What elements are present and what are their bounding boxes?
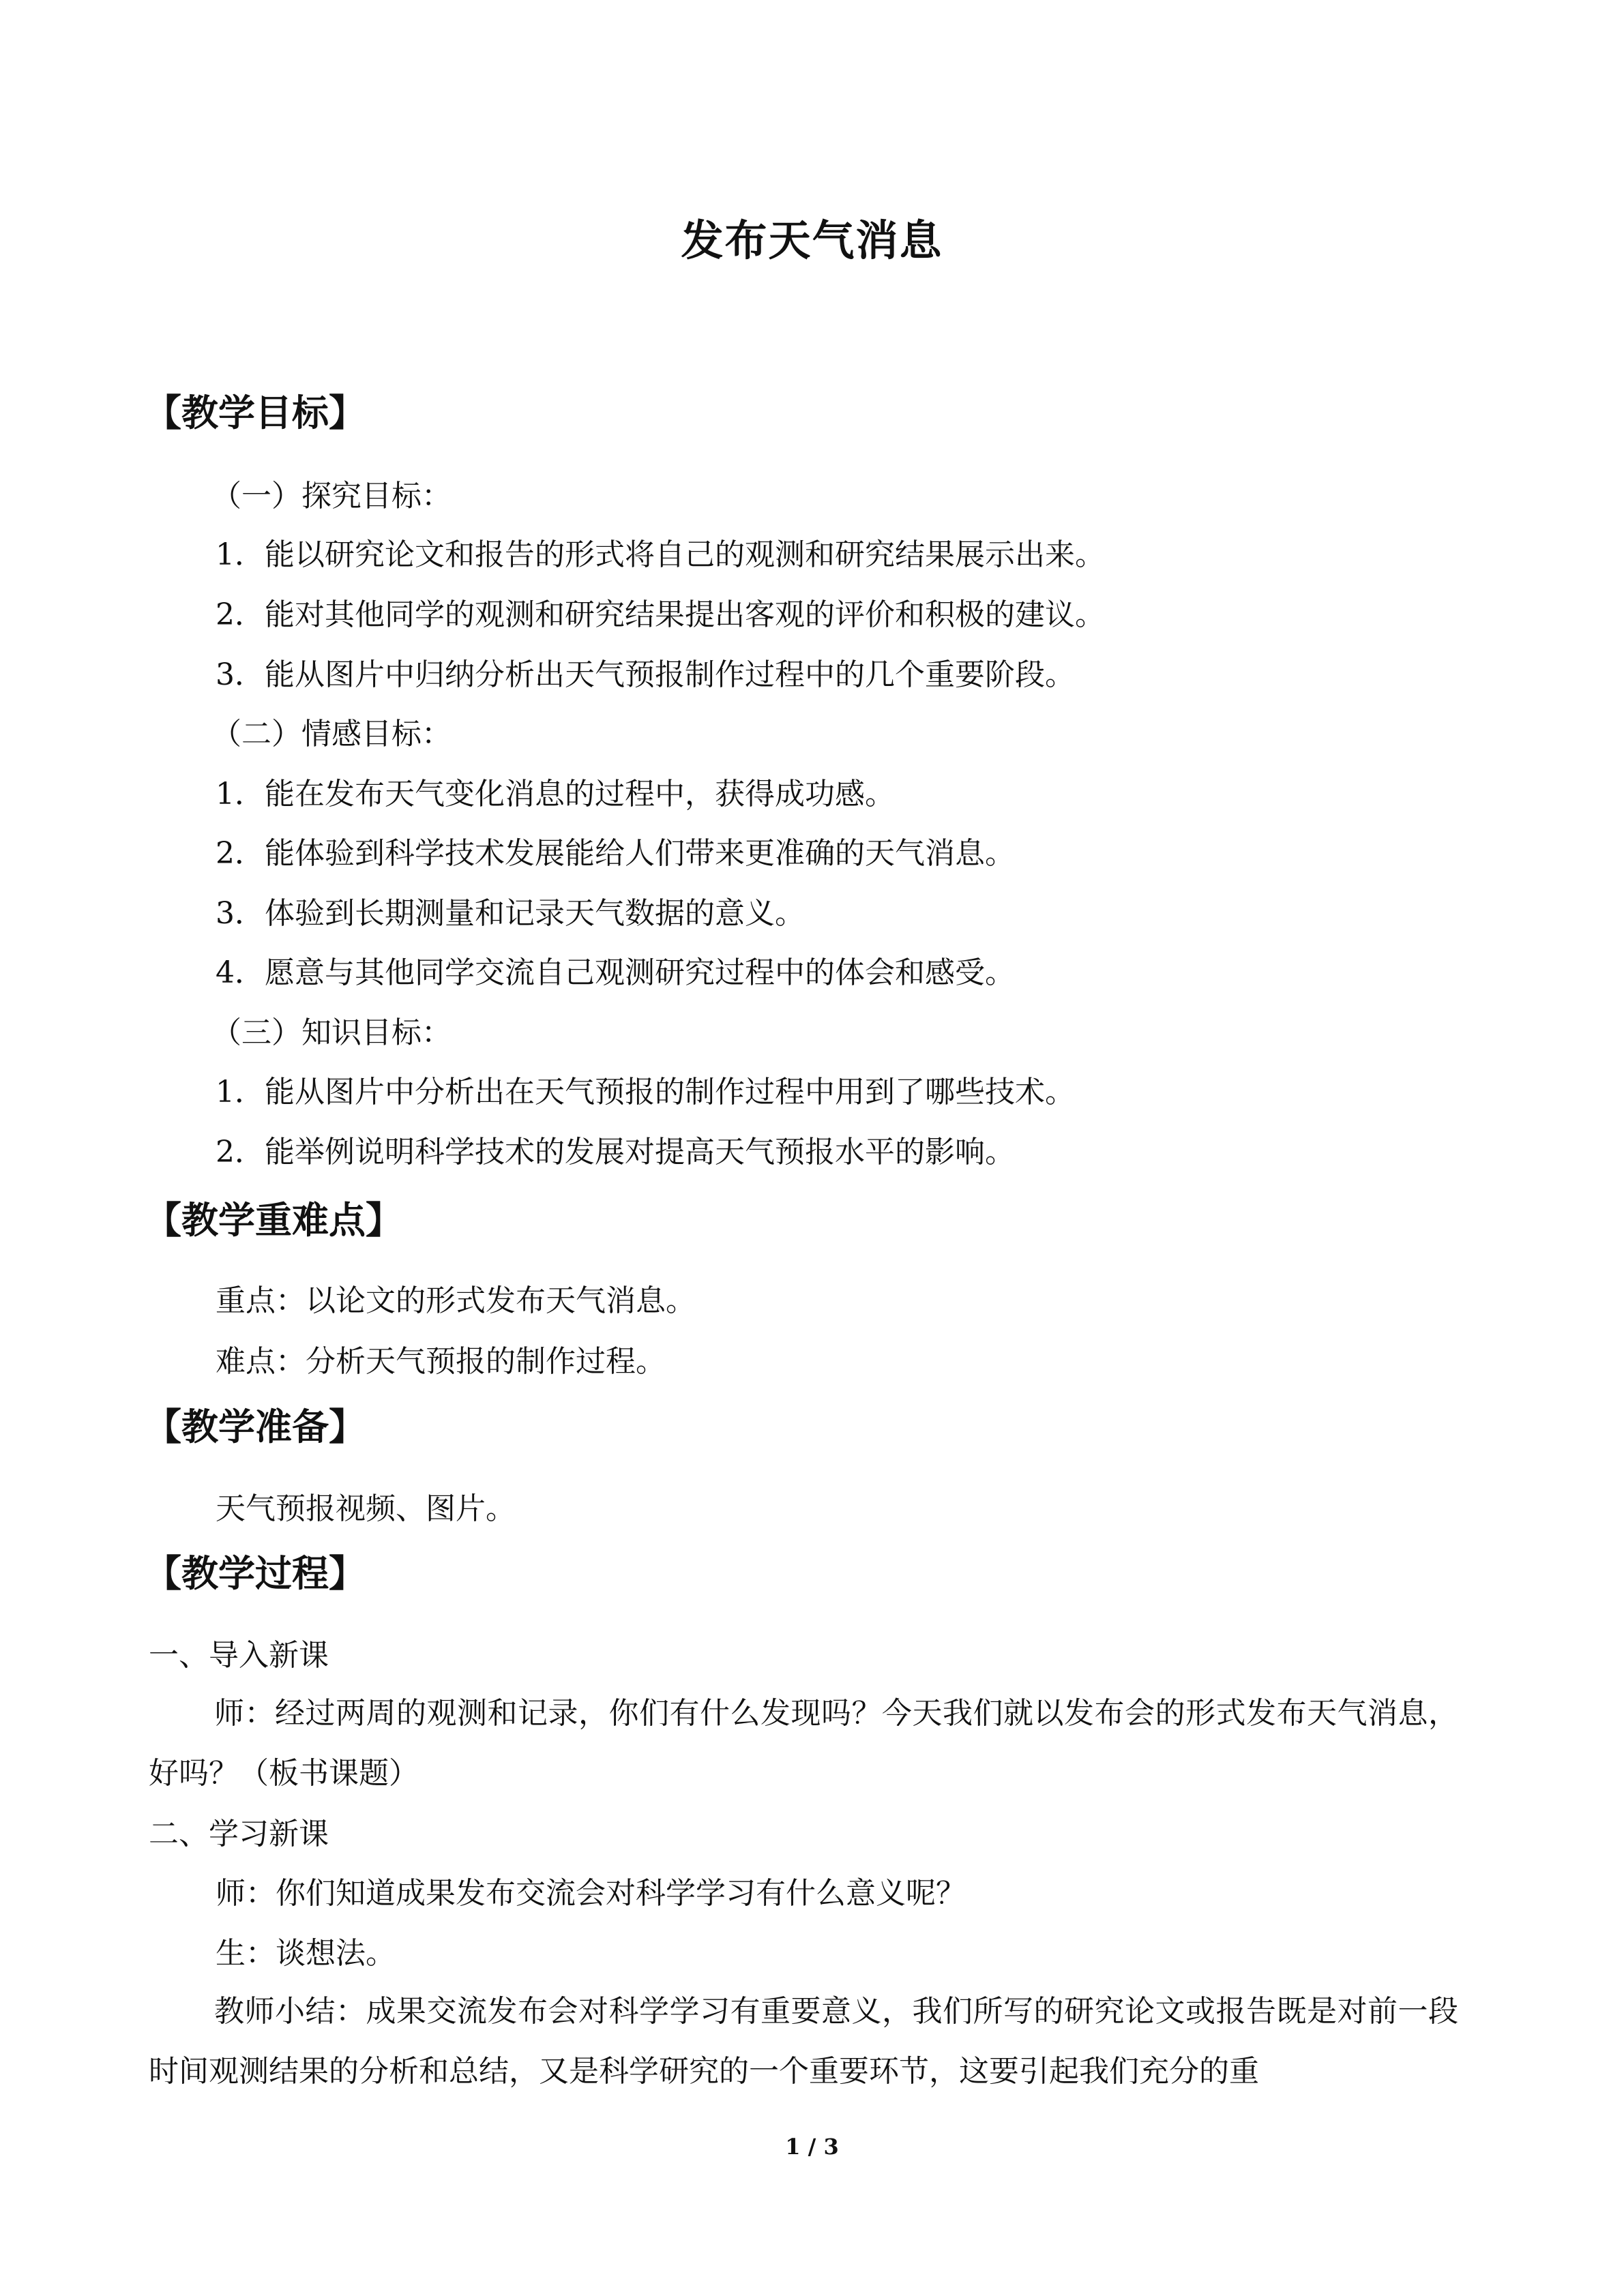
- page-number: 1 / 3: [785, 2134, 839, 2160]
- list-item: 1．能从图片中分析出在天气预报的制作过程中用到了哪些技术。: [216, 1075, 1075, 1109]
- list-item: 2．能举例说明科学技术的发展对提高天气预报水平的影响。: [216, 1135, 1015, 1169]
- subheading-new-lesson: 二、学习新课: [149, 1817, 329, 1851]
- list-item: 3．体验到长期测量和记录天气数据的意义。: [216, 896, 805, 931]
- subheading-intro: 一、导入新课: [149, 1638, 329, 1673]
- list-item: 2．能体验到科学技术发展能给人们带来更准确的天气消息。: [216, 836, 1015, 871]
- preparation-text: 天气预报视频、图片。: [216, 1491, 516, 1526]
- list-item: 2．能对其他同学的观测和研究结果提出客观的评价和积极的建议。: [216, 597, 1105, 632]
- teacher-summary-paragraph: 教师小结：成果交流发布会对科学学习有重要意义，我们所写的研究论文或报告既是对前一段时间观测结果的分析和总结，又是科学研究的一个重要环节，这要引起我们充分的重: [149, 1994, 1458, 2089]
- list-item: 1．能以研究论文和报告的形式将自己的观测和研究结果展示出来。: [216, 537, 1105, 572]
- subheading-knowledge-objectives: （三）知识目标：: [211, 1015, 452, 1050]
- heading-key-points: 【教学重难点】: [145, 1199, 402, 1242]
- heading-preparation: 【教学准备】: [145, 1405, 366, 1448]
- subheading-inquiry-objectives: （一）探究目标：: [211, 479, 452, 513]
- intro-paragraph: 师：经过两周的观测和记录，你们有什么发现吗？今天我们就以发布会的形式发布天气消息，好吗？（板书课题）: [149, 1696, 1458, 1791]
- heading-process: 【教学过程】: [145, 1552, 366, 1595]
- heading-objectives: 【教学目标】: [145, 391, 366, 434]
- document-title: 发布天气消息: [681, 215, 943, 265]
- difficulty-text: 难点：分析天气预报的制作过程。: [216, 1344, 666, 1379]
- list-item: 4．愿意与其他同学交流自己观测研究过程中的体会和感受。: [216, 955, 1015, 990]
- teacher-question: 师：你们知道成果发布交流会对科学学习有什么意义呢？: [216, 1876, 966, 1911]
- student-answer: 生：谈想法。: [216, 1936, 396, 1971]
- list-item: 3．能从图片中归纳分析出天气预报制作过程中的几个重要阶段。: [216, 657, 1075, 692]
- list-item: 1．能在发布天气变化消息的过程中，获得成功感。: [216, 777, 895, 811]
- key-point-text: 重点：以论文的形式发布天气消息。: [216, 1283, 696, 1318]
- subheading-emotion-objectives: （二）情感目标：: [211, 717, 452, 751]
